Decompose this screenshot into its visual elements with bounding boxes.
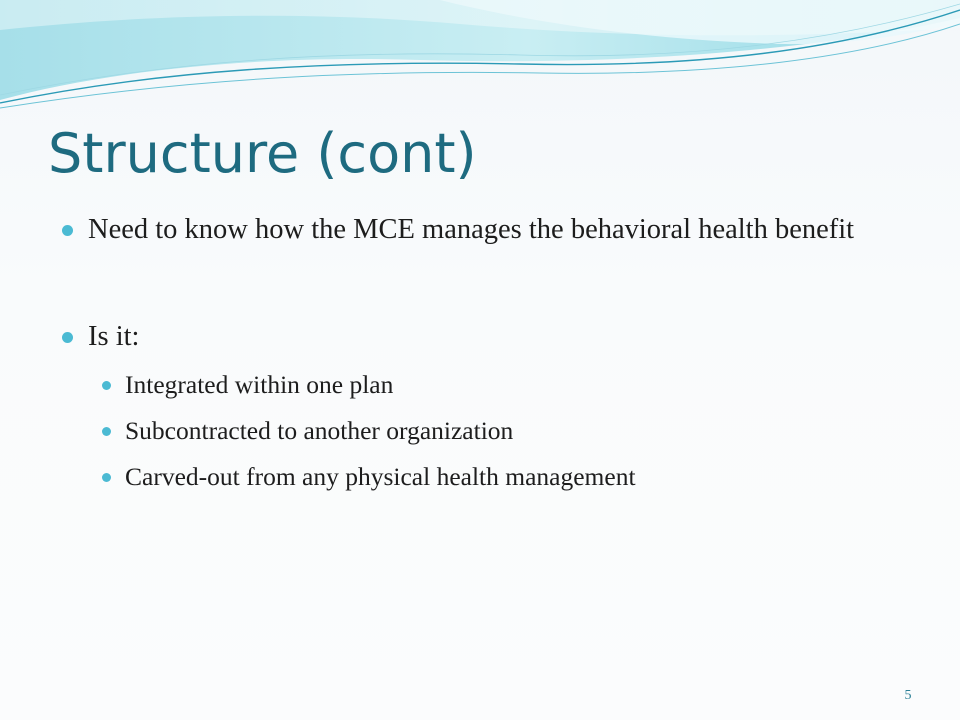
page-number: 5 [904,688,912,703]
sub-bullet-dot-icon [102,381,111,390]
sub-bullet-dot-icon [102,473,111,482]
bullet-dot-icon [62,332,73,343]
bullet-text: Need to know how the MCE manages the behavioral health benefit [88,214,855,245]
slide-title: Structure (cont) [48,122,477,185]
sub-bullet-text: Subcontracted to another organization [125,416,514,445]
bullet-dot-icon [62,225,73,236]
bullet-item [62,319,902,354]
sub-bullet-item [102,416,902,446]
bullet-text: Is it: [88,321,140,352]
sub-bullet-text: Carved-out from any physical health management [125,462,636,491]
sub-bullet-text: Integrated within one plan [125,370,394,399]
sub-bullet-item [102,370,902,400]
sub-bullet-item [102,462,902,492]
bullet-list [62,212,902,492]
header-wave-decoration [0,0,960,130]
sub-bullet-dot-icon [102,427,111,436]
bullet-item [62,212,902,247]
